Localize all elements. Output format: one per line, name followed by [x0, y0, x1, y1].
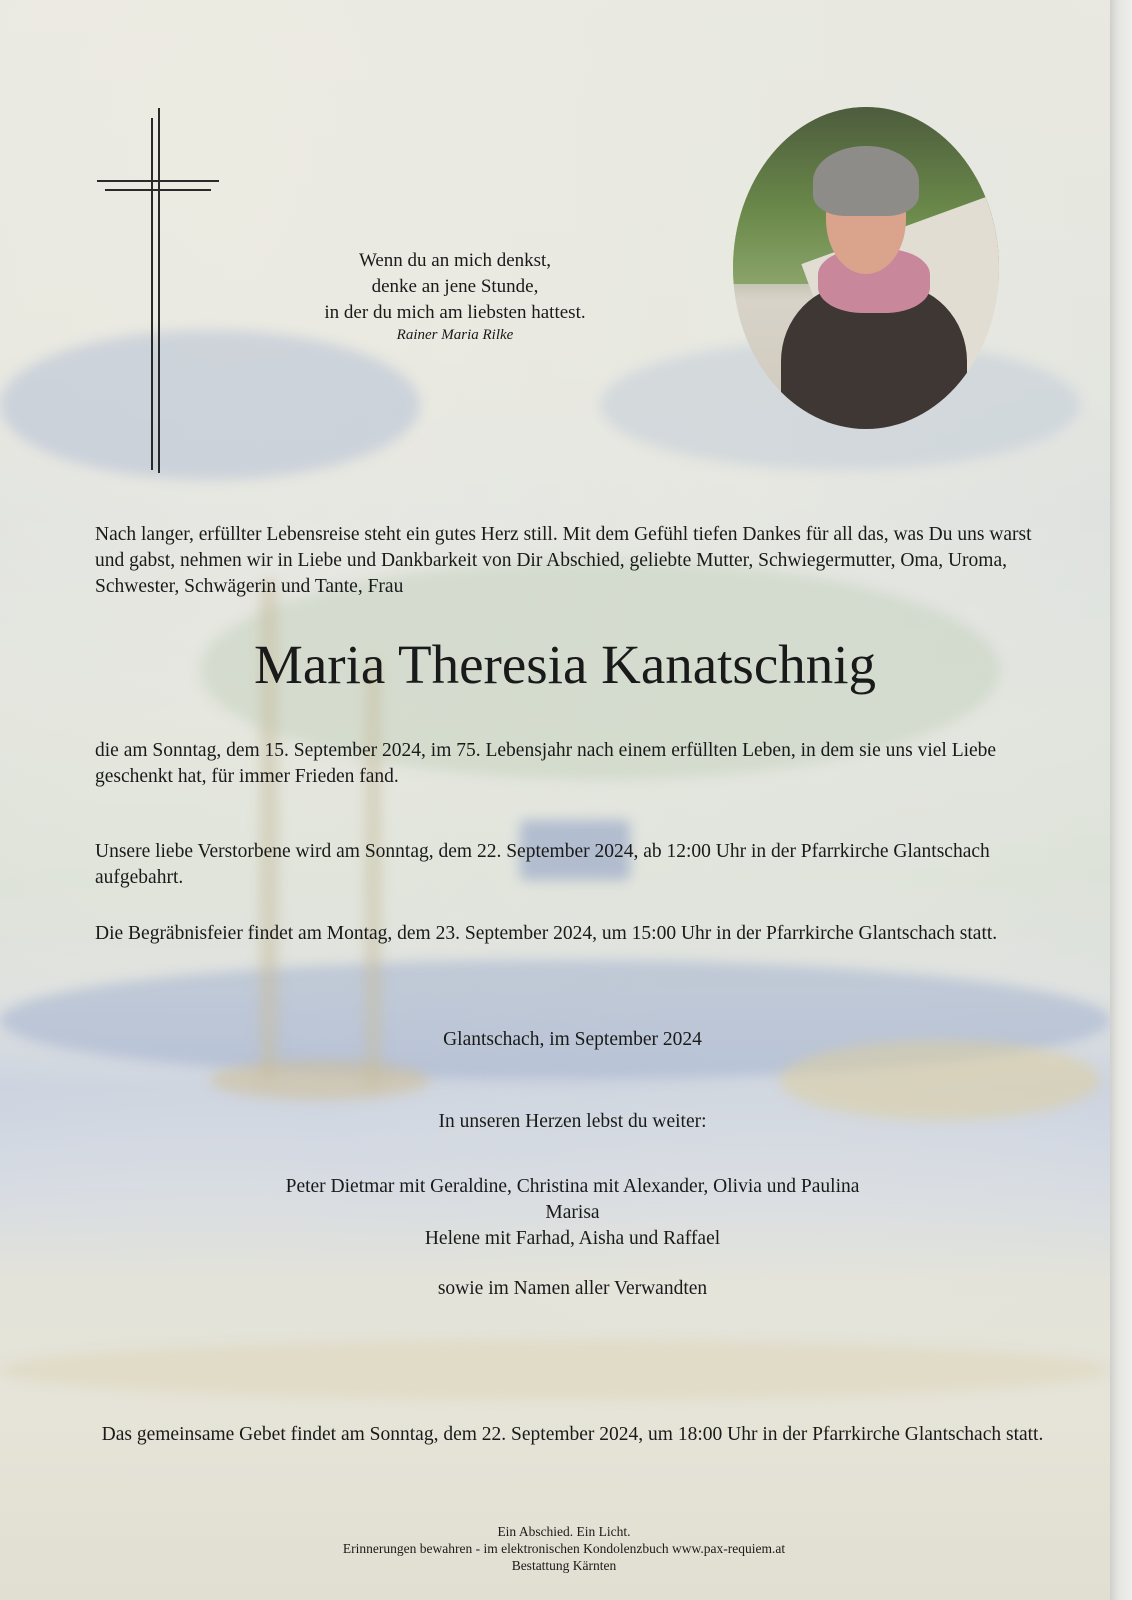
- funeral-notice: Die Begräbnisfeier findet am Montag, dem 23. September 2024, um 15:00 Uhr in der Pfarrkirche Glantschach statt.: [95, 923, 998, 944]
- quote-line: Wenn du an mich denkst,: [358, 250, 552, 271]
- cross-icon-beam: [158, 108, 160, 473]
- place-date: Glantschach, im September 2024: [443, 1029, 702, 1050]
- bg-stroke: [210, 1060, 430, 1100]
- prayer-notice: Das gemeinsame Gebet findet am Sonntag, dem 22. September 2024, um 18:00 Uhr in der Pfarrkirche Glantschach statt.: [101, 1424, 1044, 1445]
- footer: [95, 1523, 1033, 1574]
- cross-icon-bar: [97, 180, 219, 182]
- quote-line: in der du mich am liebsten hattest.: [324, 302, 586, 323]
- family-line: Helene mit Farhad, Aisha und Raffael: [424, 1228, 721, 1249]
- family-line: Marisa: [545, 1202, 600, 1223]
- footer-line-condolence: Erinnerungen bewahren - im elektronischen Kondolenzbuch www.pax-requiem.at: [342, 1541, 786, 1556]
- cross-icon-bar-lower: [105, 189, 211, 191]
- memorial-quote: [280, 248, 630, 344]
- page-edge: [1110, 0, 1132, 1600]
- cross-icon: [151, 118, 153, 470]
- footer-line-undertaker: Bestattung Kärnten: [511, 1558, 617, 1573]
- deceased-name: Maria Theresia Kanatschnig: [253, 634, 877, 695]
- intro-text: Nach langer, erfüllter Lebensreise steht ein gutes Herz still. Mit dem Gefühl tiefen Dankes für all das, was Du uns warst und gabst, nehmen wir in Liebe und Dankbarkeit von Dir Abschied, geliebte Mutter, Schwiegermutter, Oma, Uroma, Schwester, Schwägerin und Tante, Frau: [95, 524, 1032, 597]
- relatives-line: sowie im Namen aller Verwandten: [437, 1278, 708, 1299]
- family-line: Peter Dietmar mit Geraldine, Christina mit Alexander, Olivia und Paulina: [285, 1176, 860, 1197]
- death-notice: die am Sonntag, dem 15. September 2024, im 75. Lebensjahr nach einem erfüllten Leben, in dem sie uns viel Liebe geschenkt hat, für immer Frieden fand.: [95, 740, 997, 787]
- bg-stroke: [0, 1340, 1110, 1400]
- footer-line: Ein Abschied. Ein Licht.: [497, 1524, 631, 1539]
- portrait-photo: [733, 107, 999, 429]
- quote-line: denke an jene Stunde,: [371, 276, 539, 297]
- quote-author: Rainer Maria Rilke: [396, 327, 514, 343]
- wake-notice: Unsere liebe Verstorbene wird am Sonntag, dem 22. September 2024, ab 12:00 Uhr in der Pfarrkirche Glantschach aufgebahrt.: [95, 841, 990, 888]
- family-list: [95, 1174, 1050, 1252]
- bg-stroke: [0, 330, 420, 480]
- survivors-intro: In unseren Herzen lebst du weiter:: [438, 1111, 707, 1132]
